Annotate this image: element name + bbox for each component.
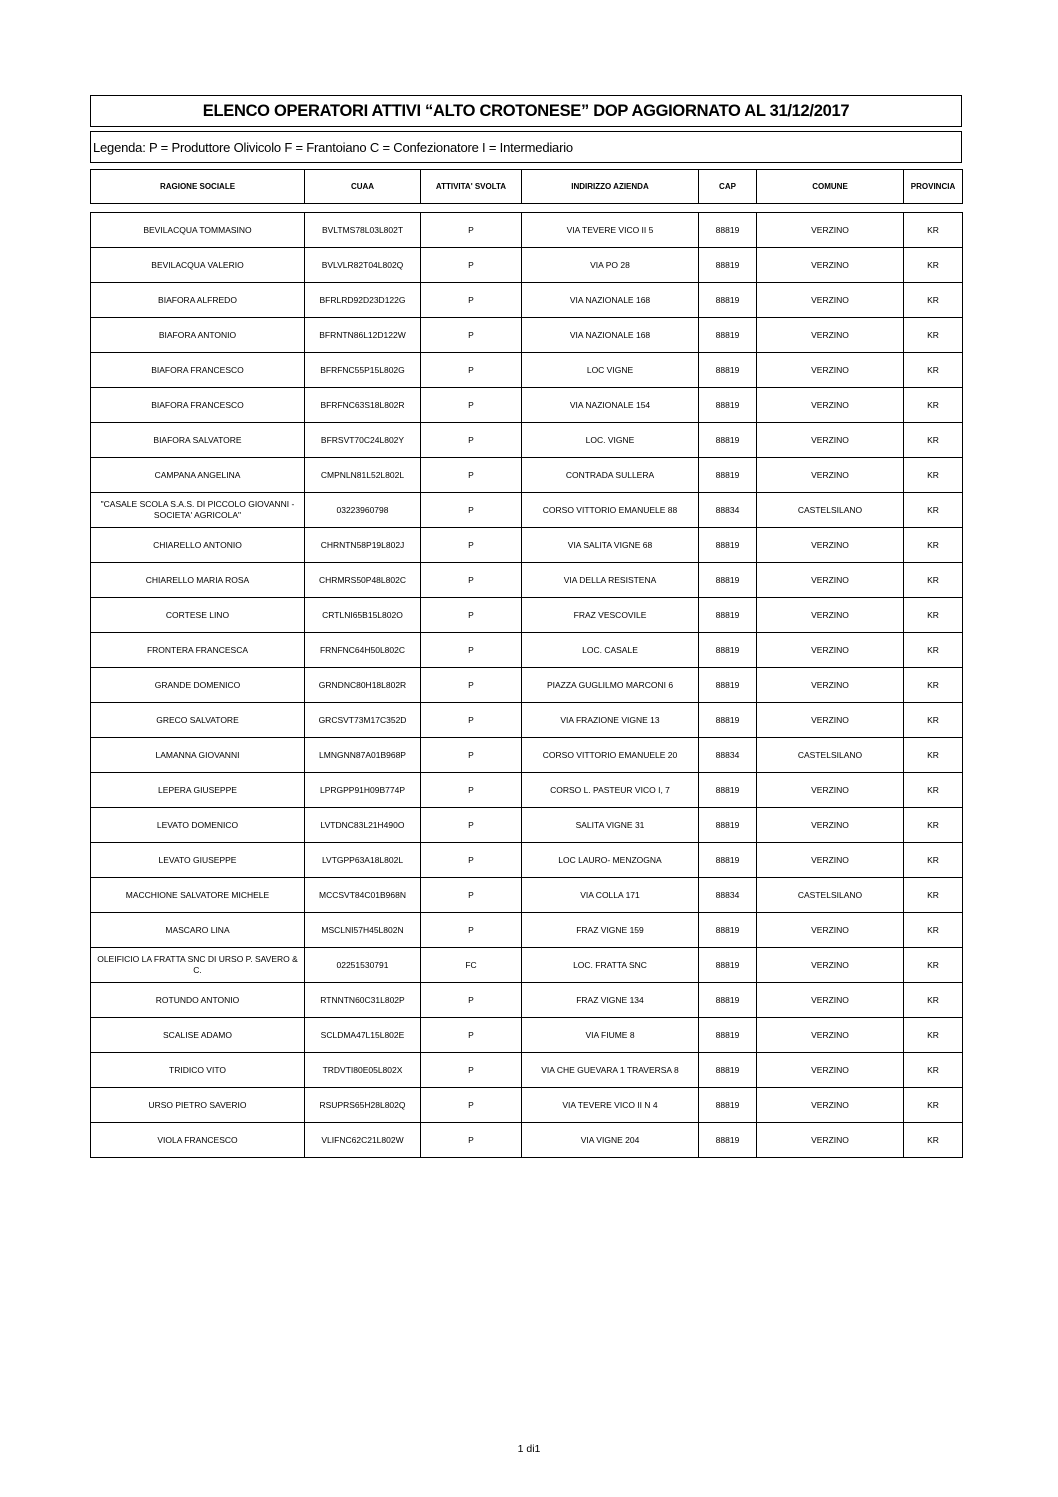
address-cell: VIA CHE GUEVARA 1 TRAVERSA 8	[522, 1053, 699, 1088]
provincia-cell: KR	[904, 633, 963, 668]
column-header: RAGIONE SOCIALE	[91, 170, 305, 204]
table-row	[91, 213, 963, 248]
comune-cell: VERZINO	[757, 248, 904, 283]
company-name-cell: GRECO SALVATORE	[91, 703, 305, 738]
cuaa-cell: SCLDMA47L15L802E	[305, 1018, 421, 1053]
cuaa-cell: GRCSVT73M17C352D	[305, 703, 421, 738]
table-row	[91, 458, 963, 493]
cuaa-cell: CHRNTN58P19L802J	[305, 528, 421, 563]
company-name-cell: ROTUNDO ANTONIO	[91, 983, 305, 1018]
company-name-cell: TRIDICO VITO	[91, 1053, 305, 1088]
cap-cell: 88819	[699, 1123, 757, 1158]
activity-cell: P	[421, 808, 522, 843]
provincia-cell: KR	[904, 1088, 963, 1123]
provincia-cell: KR	[904, 843, 963, 878]
company-name-cell: URSO PIETRO SAVERIO	[91, 1088, 305, 1123]
address-cell: VIA NAZIONALE 154	[522, 388, 699, 423]
table-row	[91, 388, 963, 423]
cap-cell: 88819	[699, 283, 757, 318]
comune-cell: VERZINO	[757, 528, 904, 563]
company-name-cell: MACCHIONE SALVATORE MICHELE	[91, 878, 305, 913]
provincia-cell: KR	[904, 353, 963, 388]
address-cell: CORSO VITTORIO EMANUELE 88	[522, 493, 699, 528]
cap-cell: 88819	[699, 388, 757, 423]
company-name-cell: LEVATO DOMENICO	[91, 808, 305, 843]
company-name-cell: GRANDE DOMENICO	[91, 668, 305, 703]
provincia-cell: KR	[904, 563, 963, 598]
address-cell: CORSO VITTORIO EMANUELE 20	[522, 738, 699, 773]
activity-cell: P	[421, 318, 522, 353]
address-cell: LOC VIGNE	[522, 353, 699, 388]
activity-cell: P	[421, 1053, 522, 1088]
cuaa-cell: RSUPRS65H28L802Q	[305, 1088, 421, 1123]
company-name-cell: BEVILACQUA VALERIO	[91, 248, 305, 283]
table-row	[91, 1123, 963, 1158]
company-name-cell: CHIARELLO ANTONIO	[91, 528, 305, 563]
table-row	[91, 703, 963, 738]
comune-cell: VERZINO	[757, 598, 904, 633]
company-name-cell: FRONTERA FRANCESCA	[91, 633, 305, 668]
cuaa-cell: 02251530791	[305, 948, 421, 983]
comune-cell: VERZINO	[757, 563, 904, 598]
cuaa-cell: GRNDNC80H18L802R	[305, 668, 421, 703]
table-row	[91, 353, 963, 388]
cap-cell: 88834	[699, 493, 757, 528]
table-row	[91, 283, 963, 318]
provincia-cell: KR	[904, 738, 963, 773]
comune-cell: VERZINO	[757, 423, 904, 458]
provincia-cell: KR	[904, 283, 963, 318]
table-row	[91, 948, 963, 983]
table-row	[91, 738, 963, 773]
activity-cell: P	[421, 1088, 522, 1123]
address-cell: VIA NAZIONALE 168	[522, 318, 699, 353]
cuaa-cell: MSCLNI57H45L802N	[305, 913, 421, 948]
activity-cell: P	[421, 353, 522, 388]
column-header: CUAA	[305, 170, 421, 204]
provincia-cell: KR	[904, 318, 963, 353]
column-header: ATTIVITA' SVOLTA	[421, 170, 522, 204]
company-name-cell: LAMANNA GIOVANNI	[91, 738, 305, 773]
cap-cell: 88819	[699, 213, 757, 248]
comune-cell: VERZINO	[757, 843, 904, 878]
provincia-cell: KR	[904, 248, 963, 283]
company-name-cell: CAMPANA ANGELINA	[91, 458, 305, 493]
activity-cell: P	[421, 668, 522, 703]
cuaa-cell: BFRFNC55P15L802G	[305, 353, 421, 388]
table-row	[91, 563, 963, 598]
cuaa-cell: BFRLRD92D23D122G	[305, 283, 421, 318]
provincia-cell: KR	[904, 598, 963, 633]
address-cell: VIA COLLA 171	[522, 878, 699, 913]
cuaa-cell: BFRSVT70C24L802Y	[305, 423, 421, 458]
address-cell: CONTRADA SULLERA	[522, 458, 699, 493]
cuaa-cell: BVLVLR82T04L802Q	[305, 248, 421, 283]
cuaa-cell: FRNFNC64H50L802C	[305, 633, 421, 668]
company-name-cell: CHIARELLO MARIA ROSA	[91, 563, 305, 598]
cuaa-cell: 03223960798	[305, 493, 421, 528]
cuaa-cell: TRDVTI80E05L802X	[305, 1053, 421, 1088]
cap-cell: 88819	[699, 248, 757, 283]
cap-cell: 88819	[699, 1018, 757, 1053]
cuaa-cell: VLIFNC62C21L802W	[305, 1123, 421, 1158]
cap-cell: 88819	[699, 703, 757, 738]
cap-cell: 88819	[699, 808, 757, 843]
comune-cell: VERZINO	[757, 213, 904, 248]
legend-text: Legenda: P = Produttore Olivicolo F = Frantoiano C = Confezionatore I = Intermediario	[93, 139, 573, 155]
company-name-cell: MASCARO LINA	[91, 913, 305, 948]
cap-cell: 88819	[699, 668, 757, 703]
comune-cell: CASTELSILANO	[757, 738, 904, 773]
activity-cell: P	[421, 283, 522, 318]
table-row	[91, 318, 963, 353]
table-row	[91, 528, 963, 563]
address-cell: LOC. FRATTA SNC	[522, 948, 699, 983]
address-cell: FRAZ VESCOVILE	[522, 598, 699, 633]
activity-cell: P	[421, 843, 522, 878]
provincia-cell: KR	[904, 528, 963, 563]
cap-cell: 88819	[699, 983, 757, 1018]
provincia-cell: KR	[904, 493, 963, 528]
provincia-cell: KR	[904, 213, 963, 248]
operators-table	[90, 212, 963, 1158]
provincia-cell: KR	[904, 1123, 963, 1158]
cuaa-cell: CRTLNI65B15L802O	[305, 598, 421, 633]
company-name-cell: BEVILACQUA TOMMASINO	[91, 213, 305, 248]
cuaa-cell: LVTGPP63A18L802L	[305, 843, 421, 878]
comune-cell: VERZINO	[757, 388, 904, 423]
comune-cell: VERZINO	[757, 913, 904, 948]
address-cell: VIA TEVERE VICO II N 4	[522, 1088, 699, 1123]
activity-cell: P	[421, 388, 522, 423]
table-row	[91, 598, 963, 633]
provincia-cell: KR	[904, 458, 963, 493]
cap-cell: 88819	[699, 528, 757, 563]
company-name-cell: CORTESE LINO	[91, 598, 305, 633]
provincia-cell: KR	[904, 878, 963, 913]
activity-cell: P	[421, 773, 522, 808]
provincia-cell: KR	[904, 808, 963, 843]
address-cell: VIA PO 28	[522, 248, 699, 283]
provincia-cell: KR	[904, 983, 963, 1018]
activity-cell: P	[421, 738, 522, 773]
comune-cell: VERZINO	[757, 773, 904, 808]
cap-cell: 88819	[699, 318, 757, 353]
address-cell: VIA FIUME 8	[522, 1018, 699, 1053]
activity-cell: FC	[421, 948, 522, 983]
provincia-cell: KR	[904, 668, 963, 703]
address-cell: FRAZ VIGNE 134	[522, 983, 699, 1018]
activity-cell: P	[421, 248, 522, 283]
cap-cell: 88819	[699, 598, 757, 633]
column-header: CAP	[699, 170, 757, 204]
table-row	[91, 633, 963, 668]
comune-cell: CASTELSILANO	[757, 878, 904, 913]
company-name-cell: VIOLA FRANCESCO	[91, 1123, 305, 1158]
comune-cell: VERZINO	[757, 353, 904, 388]
company-name-cell: "CASALE SCOLA S.A.S. DI PICCOLO GIOVANNI - SOCIETA' AGRICOLA"	[91, 493, 305, 528]
cap-cell: 88819	[699, 353, 757, 388]
provincia-cell: KR	[904, 1053, 963, 1088]
cap-cell: 88819	[699, 843, 757, 878]
address-cell: VIA DELLA RESISTENA	[522, 563, 699, 598]
comune-cell: VERZINO	[757, 458, 904, 493]
address-cell: VIA TEVERE VICO II 5	[522, 213, 699, 248]
cap-cell: 88819	[699, 948, 757, 983]
address-cell: FRAZ VIGNE 159	[522, 913, 699, 948]
activity-cell: P	[421, 703, 522, 738]
table-row	[91, 493, 963, 528]
provincia-cell: KR	[904, 703, 963, 738]
address-cell: LOC LAURO- MENZOGNA	[522, 843, 699, 878]
address-cell: VIA VIGNE 204	[522, 1123, 699, 1158]
comune-cell: VERZINO	[757, 1053, 904, 1088]
table-row	[91, 878, 963, 913]
cuaa-cell: BFRNTN86L12D122W	[305, 318, 421, 353]
provincia-cell: KR	[904, 388, 963, 423]
table-row	[91, 843, 963, 878]
cap-cell: 88819	[699, 773, 757, 808]
cap-cell: 88819	[699, 1053, 757, 1088]
cuaa-cell: LMNGNN87A01B968P	[305, 738, 421, 773]
company-name-cell: OLEIFICIO LA FRATTA SNC DI URSO P. SAVERO & C.	[91, 948, 305, 983]
table-row	[91, 1053, 963, 1088]
cap-cell: 88819	[699, 1088, 757, 1123]
cuaa-cell: BVLTMS78L03L802T	[305, 213, 421, 248]
page-number: 1 di1	[517, 1443, 541, 1455]
address-cell: PIAZZA GUGLILMO MARCONI 6	[522, 668, 699, 703]
comune-cell: VERZINO	[757, 668, 904, 703]
company-name-cell: BIAFORA SALVATORE	[91, 423, 305, 458]
activity-cell: P	[421, 1123, 522, 1158]
address-cell: LOC. VIGNE	[522, 423, 699, 458]
cap-cell: 88819	[699, 423, 757, 458]
column-header-table	[90, 169, 963, 204]
company-name-cell: BIAFORA FRANCESCO	[91, 353, 305, 388]
cuaa-cell: MCCSVT84C01B968N	[305, 878, 421, 913]
activity-cell: P	[421, 598, 522, 633]
comune-cell: VERZINO	[757, 633, 904, 668]
table-row	[91, 913, 963, 948]
activity-cell: P	[421, 493, 522, 528]
cap-cell: 88819	[699, 913, 757, 948]
table-row	[91, 983, 963, 1018]
table-row	[91, 668, 963, 703]
cap-cell: 88819	[699, 458, 757, 493]
comune-cell: VERZINO	[757, 808, 904, 843]
provincia-cell: KR	[904, 1018, 963, 1053]
comune-cell: VERZINO	[757, 948, 904, 983]
legend-box	[90, 131, 962, 163]
company-name-cell: BIAFORA ALFREDO	[91, 283, 305, 318]
comune-cell: VERZINO	[757, 703, 904, 738]
table-row	[91, 248, 963, 283]
provincia-cell: KR	[904, 773, 963, 808]
provincia-cell: KR	[904, 948, 963, 983]
comune-cell: VERZINO	[757, 1018, 904, 1053]
address-cell: CORSO L. PASTEUR VICO I, 7	[522, 773, 699, 808]
comune-cell: VERZINO	[757, 983, 904, 1018]
activity-cell: P	[421, 983, 522, 1018]
table-row	[91, 1018, 963, 1053]
cuaa-cell: LVTDNC83L21H490O	[305, 808, 421, 843]
address-cell: VIA NAZIONALE 168	[522, 283, 699, 318]
comune-cell: VERZINO	[757, 283, 904, 318]
provincia-cell: KR	[904, 423, 963, 458]
cuaa-cell: LPRGPP91H09B774P	[305, 773, 421, 808]
activity-cell: P	[421, 458, 522, 493]
company-name-cell: LEPERA GIUSEPPE	[91, 773, 305, 808]
activity-cell: P	[421, 1018, 522, 1053]
table-row	[91, 1088, 963, 1123]
comune-cell: CASTELSILANO	[757, 493, 904, 528]
company-name-cell: BIAFORA FRANCESCO	[91, 388, 305, 423]
activity-cell: P	[421, 878, 522, 913]
column-header: PROVINCIA	[904, 170, 963, 204]
activity-cell: P	[421, 423, 522, 458]
cap-cell: 88834	[699, 738, 757, 773]
document-title: ELENCO OPERATORI ATTIVI “ALTO CROTONESE” DOP AGGIORNATO AL 31/12/2017	[202, 101, 850, 120]
address-cell: VIA FRAZIONE VIGNE 13	[522, 703, 699, 738]
address-cell: SALITA VIGNE 31	[522, 808, 699, 843]
cuaa-cell: BFRFNC63S18L802R	[305, 388, 421, 423]
cap-cell: 88834	[699, 878, 757, 913]
activity-cell: P	[421, 563, 522, 598]
table-row	[91, 423, 963, 458]
comune-cell: VERZINO	[757, 318, 904, 353]
column-header: COMUNE	[757, 170, 904, 204]
provincia-cell: KR	[904, 913, 963, 948]
cap-cell: 88819	[699, 633, 757, 668]
cuaa-cell: CMPNLN81L52L802L	[305, 458, 421, 493]
company-name-cell: BIAFORA ANTONIO	[91, 318, 305, 353]
table-row	[91, 808, 963, 843]
cap-cell: 88819	[699, 563, 757, 598]
activity-cell: P	[421, 913, 522, 948]
header-row	[91, 170, 963, 204]
address-cell: VIA SALITA VIGNE 68	[522, 528, 699, 563]
address-cell: LOC. CASALE	[522, 633, 699, 668]
company-name-cell: LEVATO GIUSEPPE	[91, 843, 305, 878]
activity-cell: P	[421, 633, 522, 668]
cuaa-cell: CHRMRS50P48L802C	[305, 563, 421, 598]
comune-cell: VERZINO	[757, 1123, 904, 1158]
comune-cell: VERZINO	[757, 1088, 904, 1123]
cuaa-cell: RTNNTN60C31L802P	[305, 983, 421, 1018]
column-header: INDIRIZZO AZIENDA	[522, 170, 699, 204]
activity-cell: P	[421, 528, 522, 563]
activity-cell: P	[421, 213, 522, 248]
table-row	[91, 773, 963, 808]
company-name-cell: SCALISE ADAMO	[91, 1018, 305, 1053]
document-title-box	[90, 95, 962, 127]
